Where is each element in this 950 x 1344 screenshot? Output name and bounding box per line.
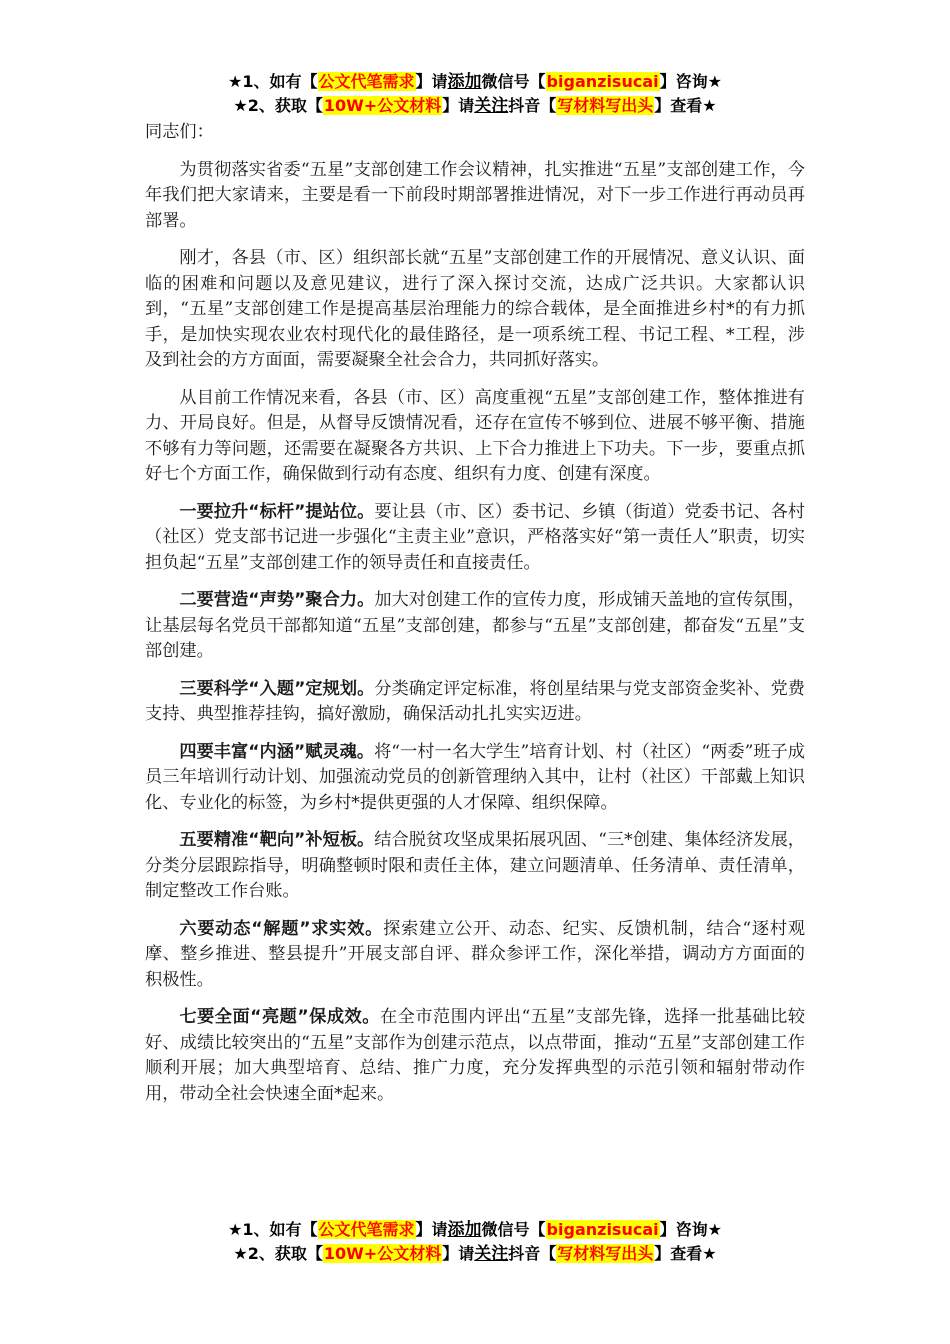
document-body (145, 120, 805, 1119)
banner-line-2 (0, 1242, 950, 1266)
banner-text: 】查看★ (654, 1244, 717, 1263)
intro-paragraph: 为贯彻落实省委“五星”支部创建工作会议精神，扎实推进“五星”支部创建工作，今年我们把大家请来，主要是看一下前段时期部署推进情况，对下一步工作进行再动员再部署。 (145, 159, 805, 231)
banner-text: 】请 (442, 96, 475, 115)
banner-text: 微信号【 (481, 1220, 546, 1239)
point-heading: 七要全面“亮题”保成效。 (179, 1007, 380, 1027)
point-text: 探索建立公开、动态、纪实、反馈机制，结合“逐村观摩、整乡推进、整县提升”开展支部自评、群众参评工作，深化举措，调动方方面面的积极性。 (145, 918, 806, 990)
salutation: 同志们： (145, 122, 214, 142)
header-banner (0, 70, 950, 118)
point-text: 加大对创建工作的宣传力度，形成铺天盖地的宣传氛围，让基层每名党员干部都知道“五星”支部创建，都参与“五星”支部创建，都奋发“五星”支部创建。 (145, 590, 805, 661)
point-paragraph (145, 828, 805, 905)
point-heading: 六要动态“解题”求实效。 (179, 918, 384, 939)
point-paragraph (145, 588, 805, 665)
banner-text: 】查看★ (654, 96, 717, 115)
banner-line-2 (0, 94, 950, 118)
banner-highlight: 10W+公文材料 (323, 96, 442, 115)
banner-highlight: biganzisucai (546, 72, 659, 91)
banner-highlight: 写材料写出头 (557, 96, 654, 115)
intro-paragraph: 从目前工作情况来看，各县（市、区）高度重视“五星”支部创建工作，整体推进有力、开局良好。但是，从督导反馈情况看，还存在宣传不够到位、进展不够平衡、措施不够有力等问题，还需要在凝聚各方共识、上下合力推进上下功夫。下一步，要重点抓好七个方面工作，确保做到行动有态度、组织有力度、创建有深度。 (145, 387, 805, 484)
point-heading: 五要精准“靶向”补短板。 (179, 830, 375, 850)
banner-text: 】咨询★ (659, 72, 722, 91)
point-paragraph (145, 740, 805, 817)
banner-emphasis: 添加 (447, 1220, 482, 1240)
banner-text: ★2、获取【 (233, 96, 323, 115)
banner-text: 】请 (415, 1220, 448, 1239)
point-text: 结合脱贫攻坚成果拓展巩固、“三*创建、集体经济发展，分类分层跟踪指导，明确整顿时限和责任主体，建立问题清单、任务清单、责任清单，制定整改工作台账。 (145, 830, 805, 901)
banner-text: 】请 (442, 1244, 475, 1263)
point-heading: 四要丰富“内涵”赋灵魂。 (179, 741, 375, 762)
banner-text: 抖音【 (508, 1244, 557, 1263)
banner-highlight: biganzisucai (546, 1220, 659, 1239)
banner-text: 】请 (415, 72, 448, 91)
banner-text: 抖音【 (508, 96, 557, 115)
banner-highlight: 10W+公文材料 (323, 1244, 442, 1263)
point-heading: 三要科学“入题”定规划。 (179, 678, 375, 699)
intro-paragraph: 刚才，各县（市、区）组织部长就“五星”支部创建工作的开展情况、意义认识、面临的困难和问题以及意见建议，进行了深入探讨交流，达成广泛共识。大家都认识到，“五星”支部创建工作是提高基层治理能力的综合载体，是全面推进乡村*的有力抓手，是加快实现农业农村现代化的最佳路径，是一项系统工程、书记工程、*工程，涉及到社会的方方面面，需要凝聚全社会合力，共同抓好落实。 (145, 248, 805, 370)
banner-text: ★1、如有【 (228, 1220, 318, 1239)
point-heading: 二要营造“声势”聚合力。 (179, 590, 375, 610)
point-text: 要让县（市、区）委书记、乡镇（街道）党委书记、各村（社区）党支部书记进一步强化“主责主业”意识，严格落实好“第一责任人”职责，切实担负起“五星”支部创建工作的领导责任和直接责任。 (145, 501, 805, 573)
banner-highlight: 公文代笔需求 (318, 1220, 415, 1239)
point-heading: 一要拉升“标杆”提站位。 (179, 501, 375, 522)
banner-text: ★2、获取【 (233, 1244, 323, 1263)
banner-line-1 (0, 1218, 950, 1242)
point-paragraph (145, 500, 805, 577)
banner-text: 】咨询★ (659, 1220, 722, 1239)
banner-emphasis: 添加 (447, 72, 482, 92)
point-paragraph (145, 917, 805, 994)
point-paragraph (145, 677, 805, 728)
banner-text: 微信号【 (481, 72, 546, 91)
banner-highlight: 写材料写出头 (557, 1244, 654, 1263)
footer-banner (0, 1218, 950, 1266)
banner-emphasis: 关注 (474, 1244, 509, 1264)
banner-line-1 (0, 70, 950, 94)
banner-highlight: 公文代笔需求 (318, 72, 415, 91)
banner-emphasis: 关注 (474, 96, 509, 116)
banner-text: ★1、如有【 (228, 72, 318, 91)
point-text: 分类确定评定标准，将创星结果与党支部资金奖补、党费支持、典型推荐挂钩，搞好激励，确保活动扎扎实实迈进。 (145, 678, 805, 724)
point-paragraph (145, 1005, 805, 1107)
point-text: 将“一村一名大学生”培育计划、村（社区）“两委”班子成员三年培训行动计划、加强流动党员的创新管理纳入其中，让村（社区）干部戴上知识化、专业化的标签，为乡村*提供更强的人才保障、组织保障。 (145, 741, 805, 813)
point-text: 在全市范围内评出“五星”支部先锋，选择一批基础比较好、成绩比较突出的“五星”支部作为创建示范点，以点带面，推动“五星”支部创建工作顺利开展；加大典型培育、总结、推广力度，充分发挥典型的示范引领和辐射带动作用，带动全社会快速全面*起来。 (145, 1007, 806, 1104)
